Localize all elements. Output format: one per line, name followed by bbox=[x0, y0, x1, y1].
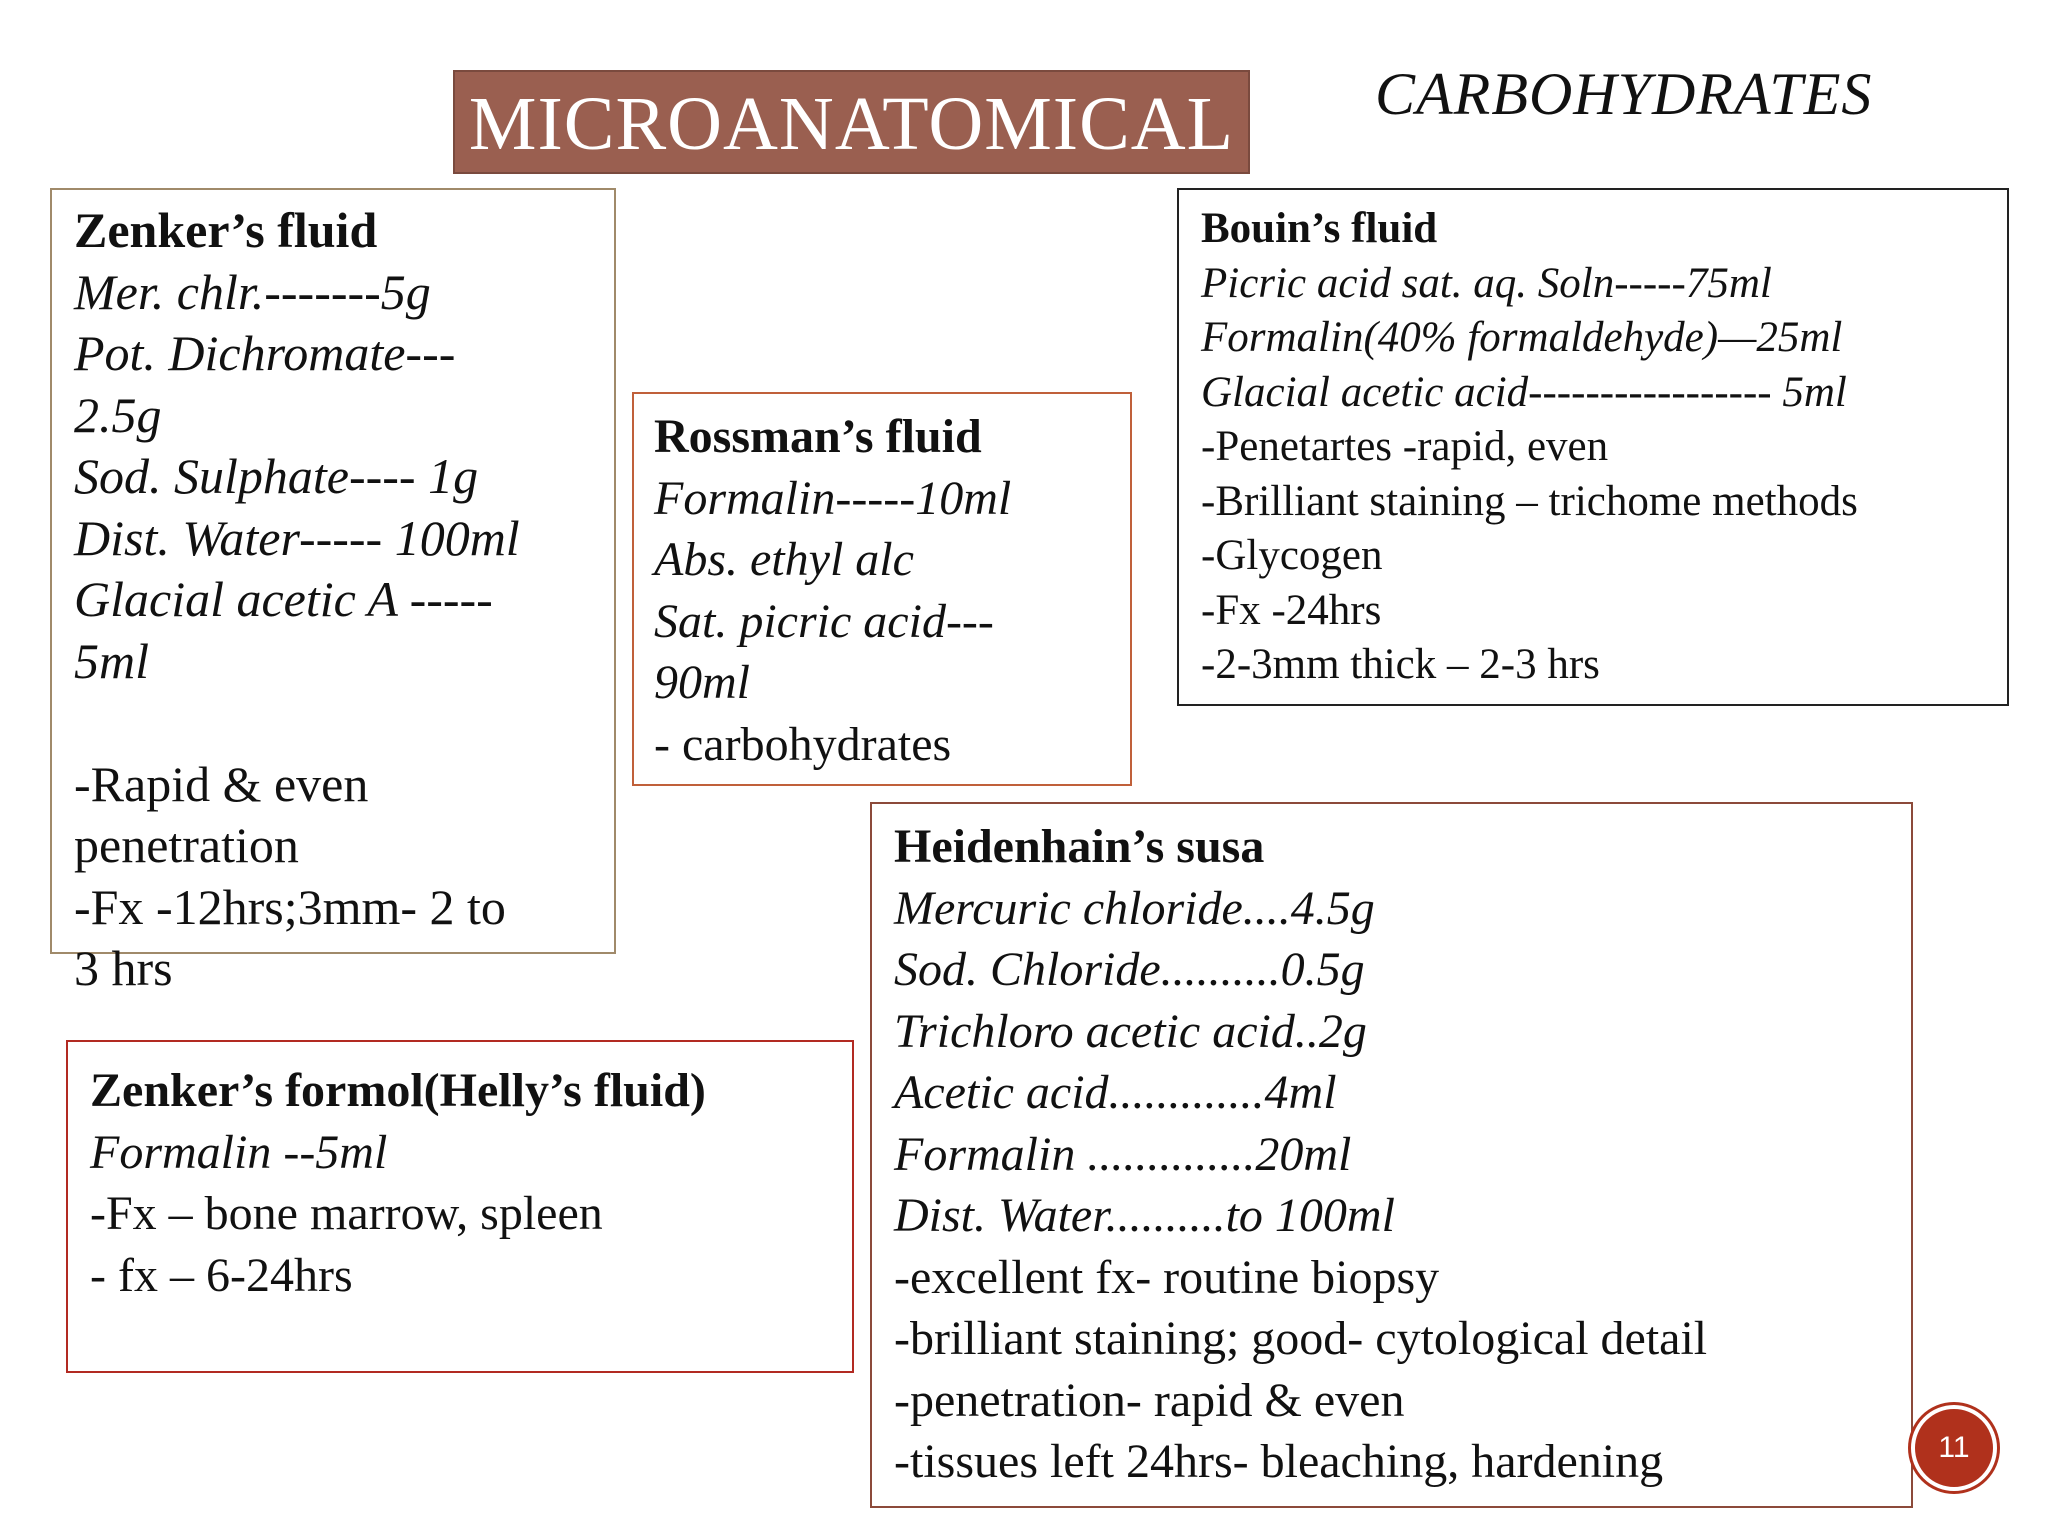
note-line: -brilliant staining; good- cytological detail bbox=[894, 1312, 1708, 1365]
recipe-line: 2.5g bbox=[74, 386, 162, 443]
note-line: -Glycogen bbox=[1201, 532, 1383, 579]
recipe-line: Sat. picric acid--- bbox=[654, 594, 994, 648]
note-line: 3 hrs bbox=[74, 940, 173, 996]
box-heading: Zenker’s fluid bbox=[74, 202, 378, 258]
note-line: -penetration- rapid & even bbox=[894, 1373, 1405, 1427]
helly-fluid-box bbox=[66, 1040, 854, 1373]
recipe-line: Mer. chlr.-------5g bbox=[74, 263, 431, 320]
box-heading: Rossman’s fluid bbox=[654, 410, 982, 463]
recipe-line: Formalin --5ml bbox=[90, 1125, 388, 1179]
note-line: -Brilliant staining – trichome methods bbox=[1201, 477, 1858, 525]
box-heading: Zenker’s formol(Helly’s fluid) bbox=[90, 1064, 706, 1117]
recipe-line: 90ml bbox=[654, 656, 750, 709]
note-line: -excellent fx- routine biopsy bbox=[894, 1250, 1440, 1304]
title-banner: MICROANATOMICAL bbox=[453, 70, 1250, 174]
rossman-fluid-box bbox=[632, 392, 1132, 786]
recipe-line: Glacial acetic A ----- bbox=[74, 571, 493, 627]
recipe-line: Acetic acid.............4ml bbox=[894, 1066, 1337, 1119]
recipe-line: Formalin(40% formaldehyde)—25ml bbox=[1201, 314, 1843, 361]
note-line: -2-3mm thick – 2-3 hrs bbox=[1201, 641, 1600, 688]
box-heading: Bouin’s fluid bbox=[1201, 205, 1438, 252]
recipe-line: Glacial acetic acid----------------- 5ml bbox=[1201, 368, 1847, 416]
recipe-line: Sod. Sulphate---- 1g bbox=[74, 448, 479, 504]
bouin-fluid-box bbox=[1177, 188, 2009, 706]
recipe-line: Sod. Chloride..........0.5g bbox=[894, 943, 1365, 996]
note-line: -Fx -12hrs;3mm- 2 to bbox=[74, 878, 506, 935]
note-line: - fx – 6-24hrs bbox=[90, 1248, 353, 1302]
note-line: -Penetartes -rapid, even bbox=[1201, 423, 1609, 470]
note-line: penetration bbox=[74, 817, 299, 873]
recipe-line: Pot. Dichromate--- bbox=[74, 325, 456, 381]
recipe-line: Abs. ethyl alc bbox=[654, 533, 914, 586]
note-line: -Rapid & even bbox=[74, 755, 369, 812]
heidenhain-susa-box bbox=[870, 802, 1913, 1508]
recipe-line: Dist. Water----- 100ml bbox=[74, 509, 520, 566]
page-number-badge: 11 bbox=[1911, 1405, 1997, 1491]
subtitle: CARBOHYDRATES bbox=[1375, 61, 1873, 127]
box-heading: Heidenhain’s susa bbox=[894, 820, 1265, 873]
spacer-line bbox=[74, 692, 614, 754]
note-line: - carbohydrates bbox=[654, 717, 952, 771]
recipe-line: 5ml bbox=[74, 632, 149, 689]
recipe-line: Mercuric chloride....4.5g bbox=[894, 881, 1375, 935]
note-line: -Fx -24hrs bbox=[1201, 586, 1382, 634]
recipe-line: Dist. Water..........to 100ml bbox=[894, 1189, 1395, 1242]
zenker-fluid-box bbox=[50, 188, 616, 996]
note-line: -Fx – bone marrow, spleen bbox=[90, 1187, 603, 1240]
note-line: -tissues left 24hrs- bleaching, hardening bbox=[894, 1435, 1664, 1488]
recipe-line: Trichloro acetic acid..2g bbox=[894, 1004, 1367, 1058]
recipe-line: Picric acid sat. aq. Soln-----75ml bbox=[1201, 259, 1772, 307]
recipe-line: Formalin-----10ml bbox=[654, 471, 1012, 525]
recipe-line: Formalin ..............20ml bbox=[894, 1127, 1352, 1181]
